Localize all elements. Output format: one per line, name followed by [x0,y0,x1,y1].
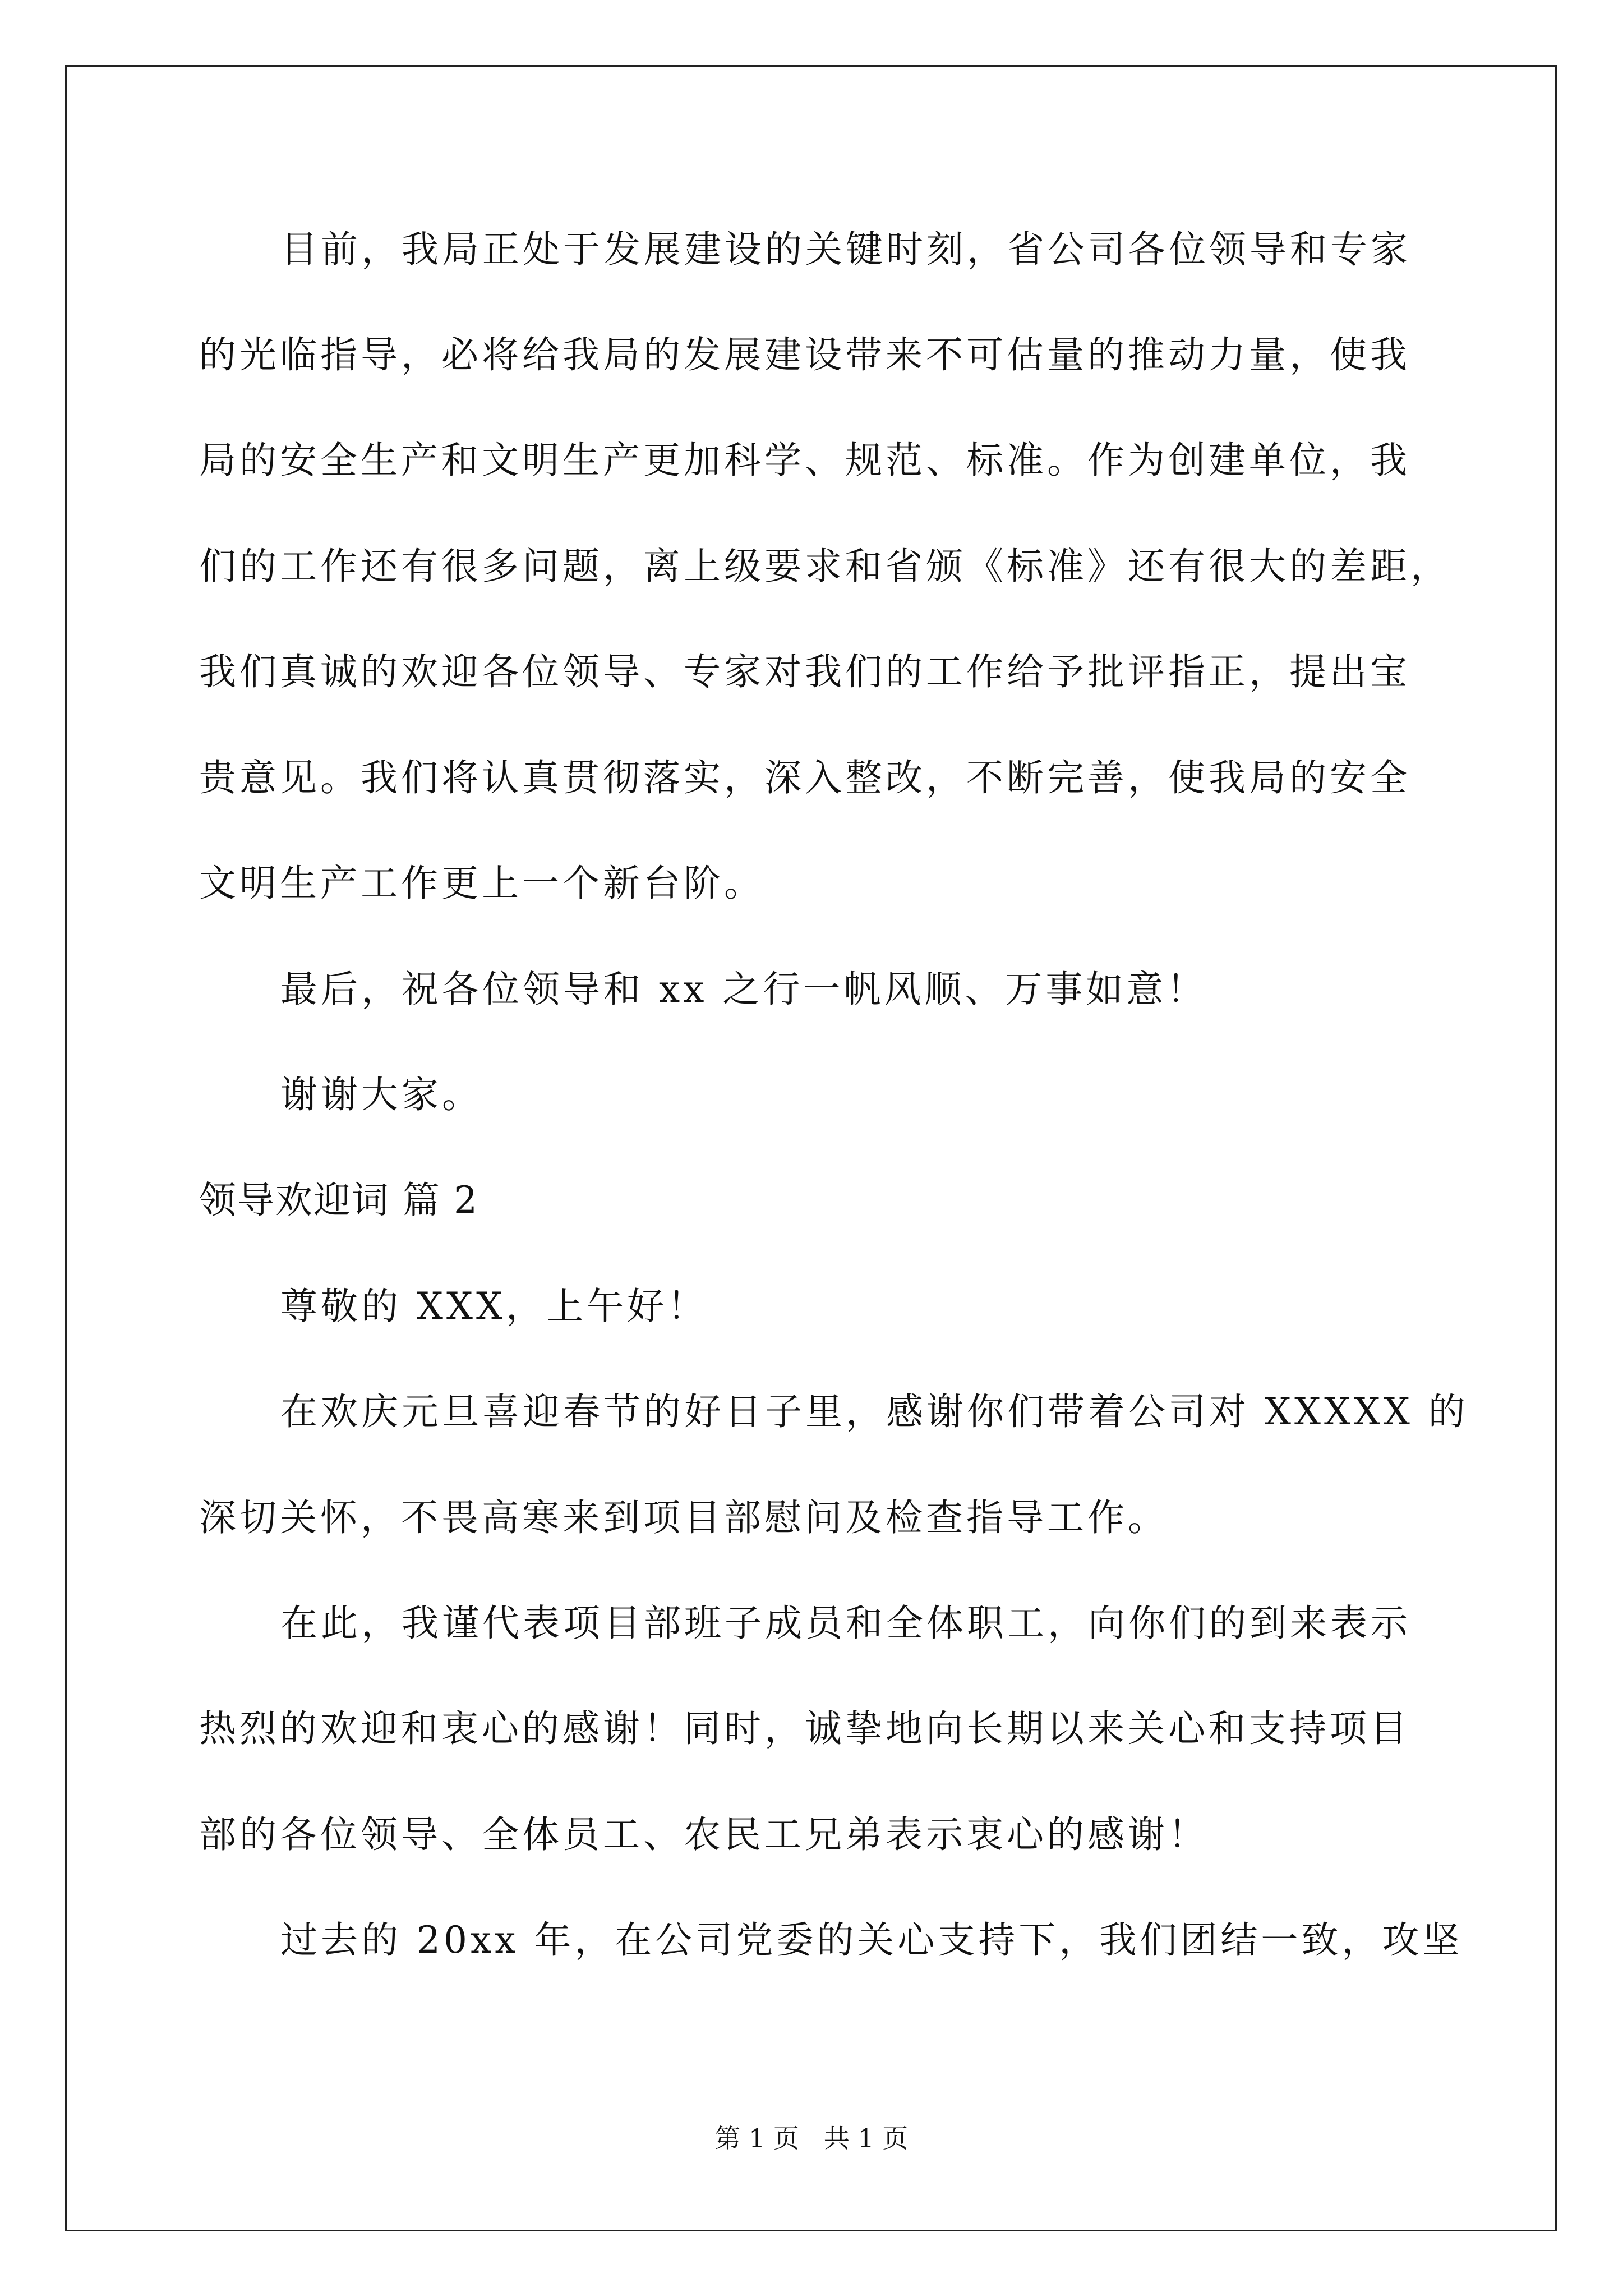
text-line: 在欢庆元旦喜迎春节的好日子里，感谢你们带着公司对 XXXXX 的 [280,1390,1469,1433]
text-line: 热烈的欢迎和衷心的感谢！同时，诚挚地向长期以来关心和支持项目 [199,1707,1410,1750]
section-heading: 领导欢迎词 篇 2 [199,1179,478,1222]
text-line: 部的各位领导、全体员工、农民工兄弟表示衷心的感谢！ [199,1813,1209,1856]
text-line: 文明生产工作更上一个新台阶。 [199,862,764,905]
text-line: 局的安全生产和文明生产更加科学、规范、标准。作为创建单位，我 [199,439,1410,482]
text-line: 在此，我谨代表项目部班子成员和全体职工，向你们的到来表示 [280,1602,1411,1645]
text-line: 最后，祝各位领导和 xx 之行一帆风顺、万事如意！ [280,968,1207,1011]
page-border [65,65,1557,2231]
text-line: 谢谢大家。 [280,1073,482,1116]
text-line: 目前，我局正处于发展建设的关键时刻，省公司各位领导和专家 [280,228,1411,271]
text-line: 深切关怀，不畏高寒来到项目部慰问及检查指导工作。 [199,1496,1168,1539]
text-line: 尊敬的 XXX，上午好！ [280,1285,708,1328]
text-line: 们的工作还有很多问题，离上级要求和省颁《标准》还有很大的差距， [199,545,1451,588]
text-line: 贵意见。我们将认真贯彻落实，深入整改，不断完善，使我局的安全 [199,756,1410,799]
page-footer: 第 1 页 共 1 页 [714,2123,909,2154]
text-line: 的光临指导，必将给我局的发展建设带来不可估量的推动力量，使我 [199,333,1410,376]
text-line: 过去的 20xx 年，在公司党委的关心支持下，我们团结一致，攻坚 [280,1918,1463,1962]
text-line: 我们真诚的欢迎各位领导、专家对我们的工作给予批评指正，提出宝 [199,650,1410,693]
